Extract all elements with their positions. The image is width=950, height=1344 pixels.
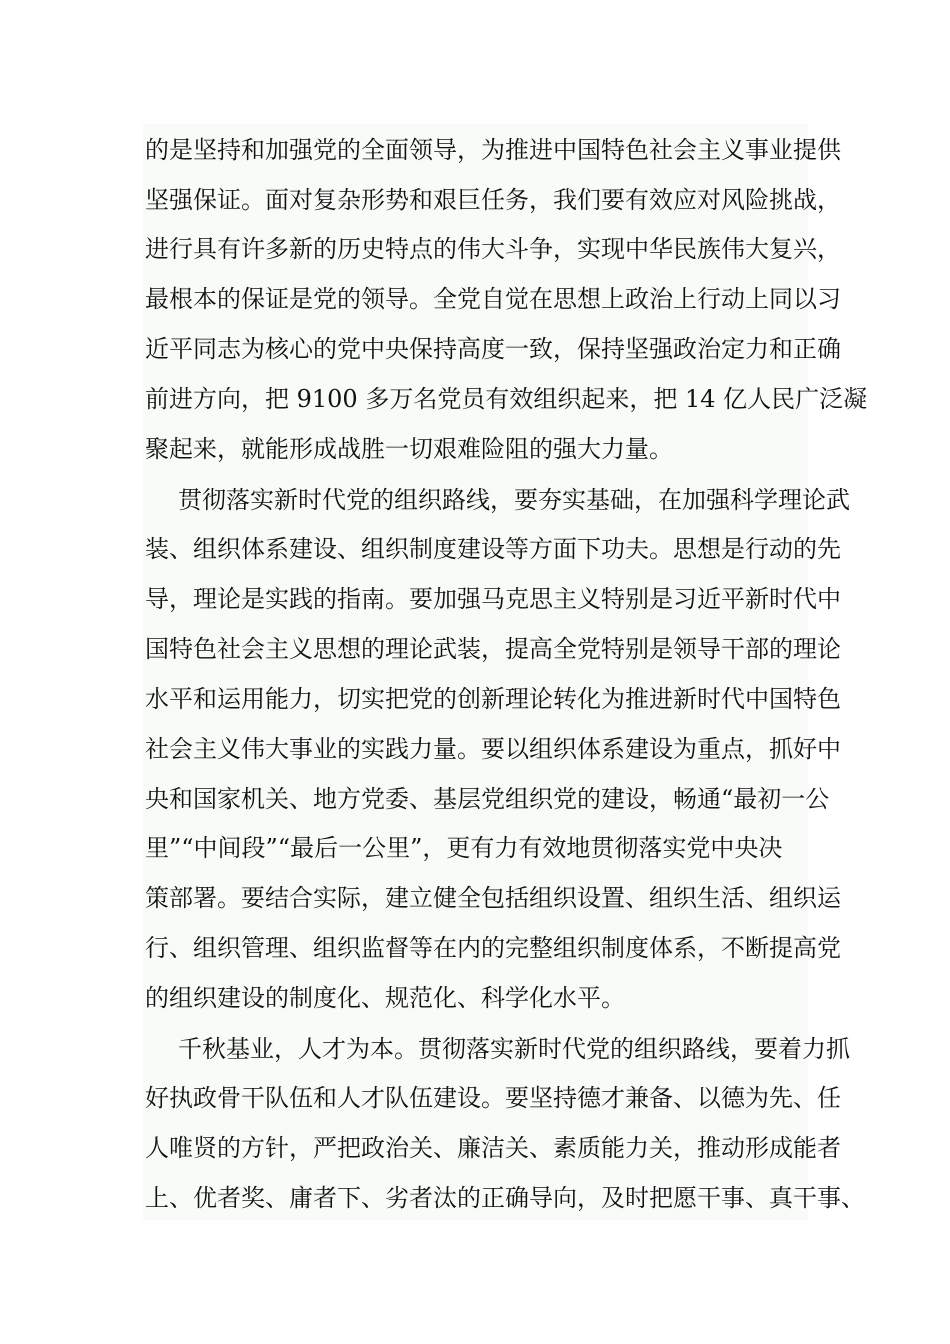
text-line: 策部署。要结合实际，建立健全包括组织设置、组织生活、组织运 (145, 884, 841, 912)
paragraph-first-line: 贯彻落实新时代党的组织路线，要夯实基础，在加强科学理论武 (178, 486, 850, 514)
text-line: 里”“中间段”“最后一公里”，更有力有效地贯彻落实党中央决 (145, 834, 783, 862)
text-line: 导，理论是实践的指南。要加强马克思主义特别是习近平新时代中 (145, 585, 841, 613)
text-line: 坚强保证。面对复杂形势和艰巨任务，我们要有效应对风险挑战， (145, 186, 841, 214)
text-line: 行、组织管理、组织监督等在内的完整组织制度体系，不断提高党 (145, 934, 841, 962)
text-line: 前进方向，把 9100 多万名党员有效组织起来，把 14 亿人民广泛凝 (145, 385, 868, 413)
text-line: 最根本的保证是党的领导。全党自觉在思想上政治上行动上同以习 (145, 285, 841, 313)
text-line: 社会主义伟大事业的实践力量。要以组织体系建设为重点，抓好中 (145, 735, 841, 763)
text-line: 人唯贤的方针，严把政治关、廉洁关、素质能力关，推动形成能者 (145, 1134, 841, 1162)
text-line: 上、优者奖、庸者下、劣者汰的正确导向，及时把愿干事、真干事、 (145, 1184, 865, 1212)
text-line: 的组织建设的制度化、规范化、科学化水平。 (145, 984, 625, 1012)
paragraph-first-line: 千秋基业，人才为本。贯彻落实新时代党的组织路线，要着力抓 (178, 1035, 850, 1063)
text-line: 近平同志为核心的党中央保持高度一致，保持坚强政治定力和正确 (145, 335, 841, 363)
text-line: 聚起来，就能形成战胜一切艰难险阻的强大力量。 (145, 435, 673, 463)
text-line: 国特色社会主义思想的理论武装，提高全党特别是领导干部的理论 (145, 635, 841, 663)
text-line: 的是坚持和加强党的全面领导，为推进中国特色社会主义事业提供 (145, 136, 841, 164)
text-line: 进行具有许多新的历史特点的伟大斗争，实现中华民族伟大复兴， (145, 235, 841, 263)
text-line: 央和国家机关、地方党委、基层党组织党的建设，畅通“最初一公 (145, 785, 830, 813)
text-line: 好执政骨干队伍和人才队伍建设。要坚持德才兼备、以德为先、任 (145, 1084, 841, 1112)
text-line: 装、组织体系建设、组织制度建设等方面下功夫。思想是行动的先 (145, 535, 841, 563)
text-line: 水平和运用能力，切实把党的创新理论转化为推进新时代中国特色 (145, 685, 841, 713)
